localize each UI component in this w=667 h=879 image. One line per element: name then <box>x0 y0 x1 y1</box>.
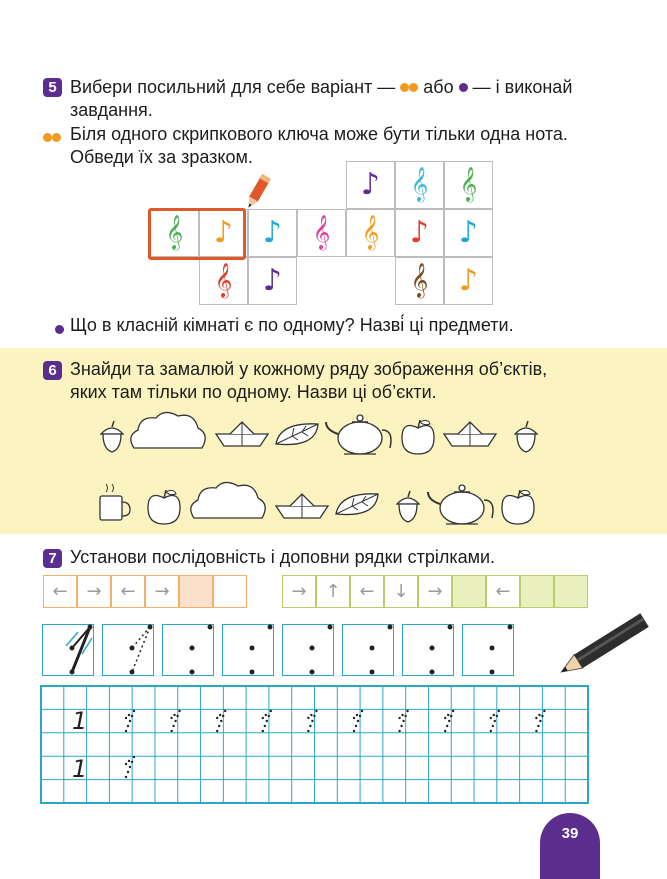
instruction-text: або <box>423 77 454 97</box>
dot-pattern-box <box>222 624 274 676</box>
dot-pattern-box <box>102 624 154 676</box>
apple-icon <box>148 490 180 524</box>
dotted-digit-one[interactable] <box>535 710 545 732</box>
treble-clef-icon[interactable]: 𝄞 <box>150 209 199 257</box>
two-orange-dots-icon <box>43 130 61 148</box>
task-7-number: 7 <box>43 549 62 568</box>
treble-clef-icon[interactable]: 𝄞 <box>297 209 346 257</box>
arrow-cell: → <box>418 575 452 608</box>
treble-clef-icon[interactable]: 𝄞 <box>199 257 248 305</box>
dot-pattern-box <box>402 624 454 676</box>
treble-clef-icon[interactable]: 𝄞 <box>395 161 444 209</box>
teapot-icon <box>428 485 493 524</box>
sample-digit-one: 1 <box>72 755 88 783</box>
arrow-cell: ← <box>43 575 77 608</box>
note-icon[interactable]: ♪ <box>395 209 444 257</box>
empty-arrow-cell[interactable] <box>520 575 554 608</box>
task-5-number: 5 <box>43 78 62 97</box>
treble-clef-icon[interactable]: 𝄞 <box>346 209 395 257</box>
dotted-digit-one[interactable] <box>307 710 317 732</box>
variant-a-text: Біля одного скрипкового ключа може бути тільки одна нота. <box>70 124 568 144</box>
apple-icon <box>502 490 534 524</box>
pencil-icon <box>548 610 658 682</box>
arrow-cell: ← <box>111 575 145 608</box>
note-icon[interactable]: ♪ <box>346 161 395 209</box>
orange-dot-icon <box>400 83 409 92</box>
dotted-digit-one[interactable] <box>444 710 454 732</box>
empty-arrow-cell[interactable] <box>452 575 486 608</box>
dotted-digit-one[interactable] <box>216 710 226 732</box>
note-icon[interactable]: ♪ <box>199 209 248 257</box>
acorn-icon <box>101 421 123 452</box>
dot-pattern-box <box>42 624 94 676</box>
teapot-icon <box>326 415 391 454</box>
dotted-digit-one[interactable] <box>262 710 272 732</box>
task-5-instruction <box>70 76 572 99</box>
note-icon[interactable]: ♪ <box>248 257 297 305</box>
pencil-icon <box>242 172 272 214</box>
dotted-digit-one[interactable] <box>398 710 408 732</box>
mug-icon <box>100 484 130 520</box>
acorn-icon <box>515 421 537 452</box>
note-icon[interactable]: ♪ <box>248 209 297 257</box>
instruction-text: Вибери посильний для себе варіант — <box>70 77 396 97</box>
arrow-cell: → <box>77 575 111 608</box>
objects-rows <box>0 400 667 534</box>
page-number: 39 <box>540 813 600 879</box>
task-6-instruction: Знайди та замалюй у кожному ряду зображення об’єктів, <box>70 359 548 379</box>
cloud-icon <box>131 412 205 448</box>
leaf-icon <box>336 494 378 515</box>
dotted-digit-one[interactable] <box>125 756 135 778</box>
paper-boat-icon <box>216 422 268 446</box>
empty-arrow-cell[interactable] <box>179 575 213 608</box>
variant-a-text-line2: Обведи їх за зразком. <box>70 147 253 167</box>
arrow-cell: → <box>145 575 179 608</box>
variant-b-text: Що в класній кімнаті є по одному? Назві́ ці предмети. <box>70 315 514 335</box>
cloud-icon <box>191 482 265 518</box>
arrow-cell: ← <box>486 575 520 608</box>
arrow-cell: ↑ <box>316 575 350 608</box>
dot-pattern-box <box>342 624 394 676</box>
task-6-number: 6 <box>43 361 62 380</box>
treble-clef-icon[interactable]: 𝄞 <box>444 161 493 209</box>
arrow-cell: ↓ <box>384 575 418 608</box>
dot-pattern-box <box>282 624 334 676</box>
acorn-icon <box>397 491 419 522</box>
dotted-digit-one[interactable] <box>490 710 500 732</box>
sample-highlight-frame <box>148 208 246 260</box>
dot-pattern-box <box>462 624 514 676</box>
dotted-digit-one[interactable] <box>125 710 135 732</box>
writing-grid[interactable] <box>40 685 590 805</box>
purple-dot-icon <box>459 83 468 92</box>
arrow-cell: ← <box>350 575 384 608</box>
sample-digit-one: 1 <box>72 707 88 735</box>
treble-clef-icon[interactable]: 𝄞 <box>395 257 444 305</box>
task-7-instruction: Установи послідовність і доповни рядки стрілками. <box>70 547 496 567</box>
paper-boat-icon <box>276 494 328 518</box>
paper-boat-icon <box>444 422 496 446</box>
dotted-digit-one[interactable] <box>170 710 180 732</box>
dotted-digit-one[interactable] <box>353 710 363 732</box>
note-icon[interactable]: ♪ <box>444 257 493 305</box>
empty-arrow-cell[interactable] <box>554 575 588 608</box>
apple-icon <box>402 420 434 454</box>
empty-arrow-cell[interactable] <box>213 575 247 608</box>
instruction-text: — і виконай <box>472 77 573 97</box>
leaf-icon <box>276 424 318 445</box>
note-icon[interactable]: ♪ <box>444 209 493 257</box>
task-5-instruction-line2: завдання. <box>70 100 153 120</box>
purple-dot-icon <box>55 325 64 334</box>
task-6-instruction-line2: яких там тільки по одному. Назви ці об’єкти. <box>70 382 437 402</box>
arrow-cell: → <box>282 575 316 608</box>
orange-dot-icon <box>409 83 418 92</box>
dot-pattern-box <box>162 624 214 676</box>
